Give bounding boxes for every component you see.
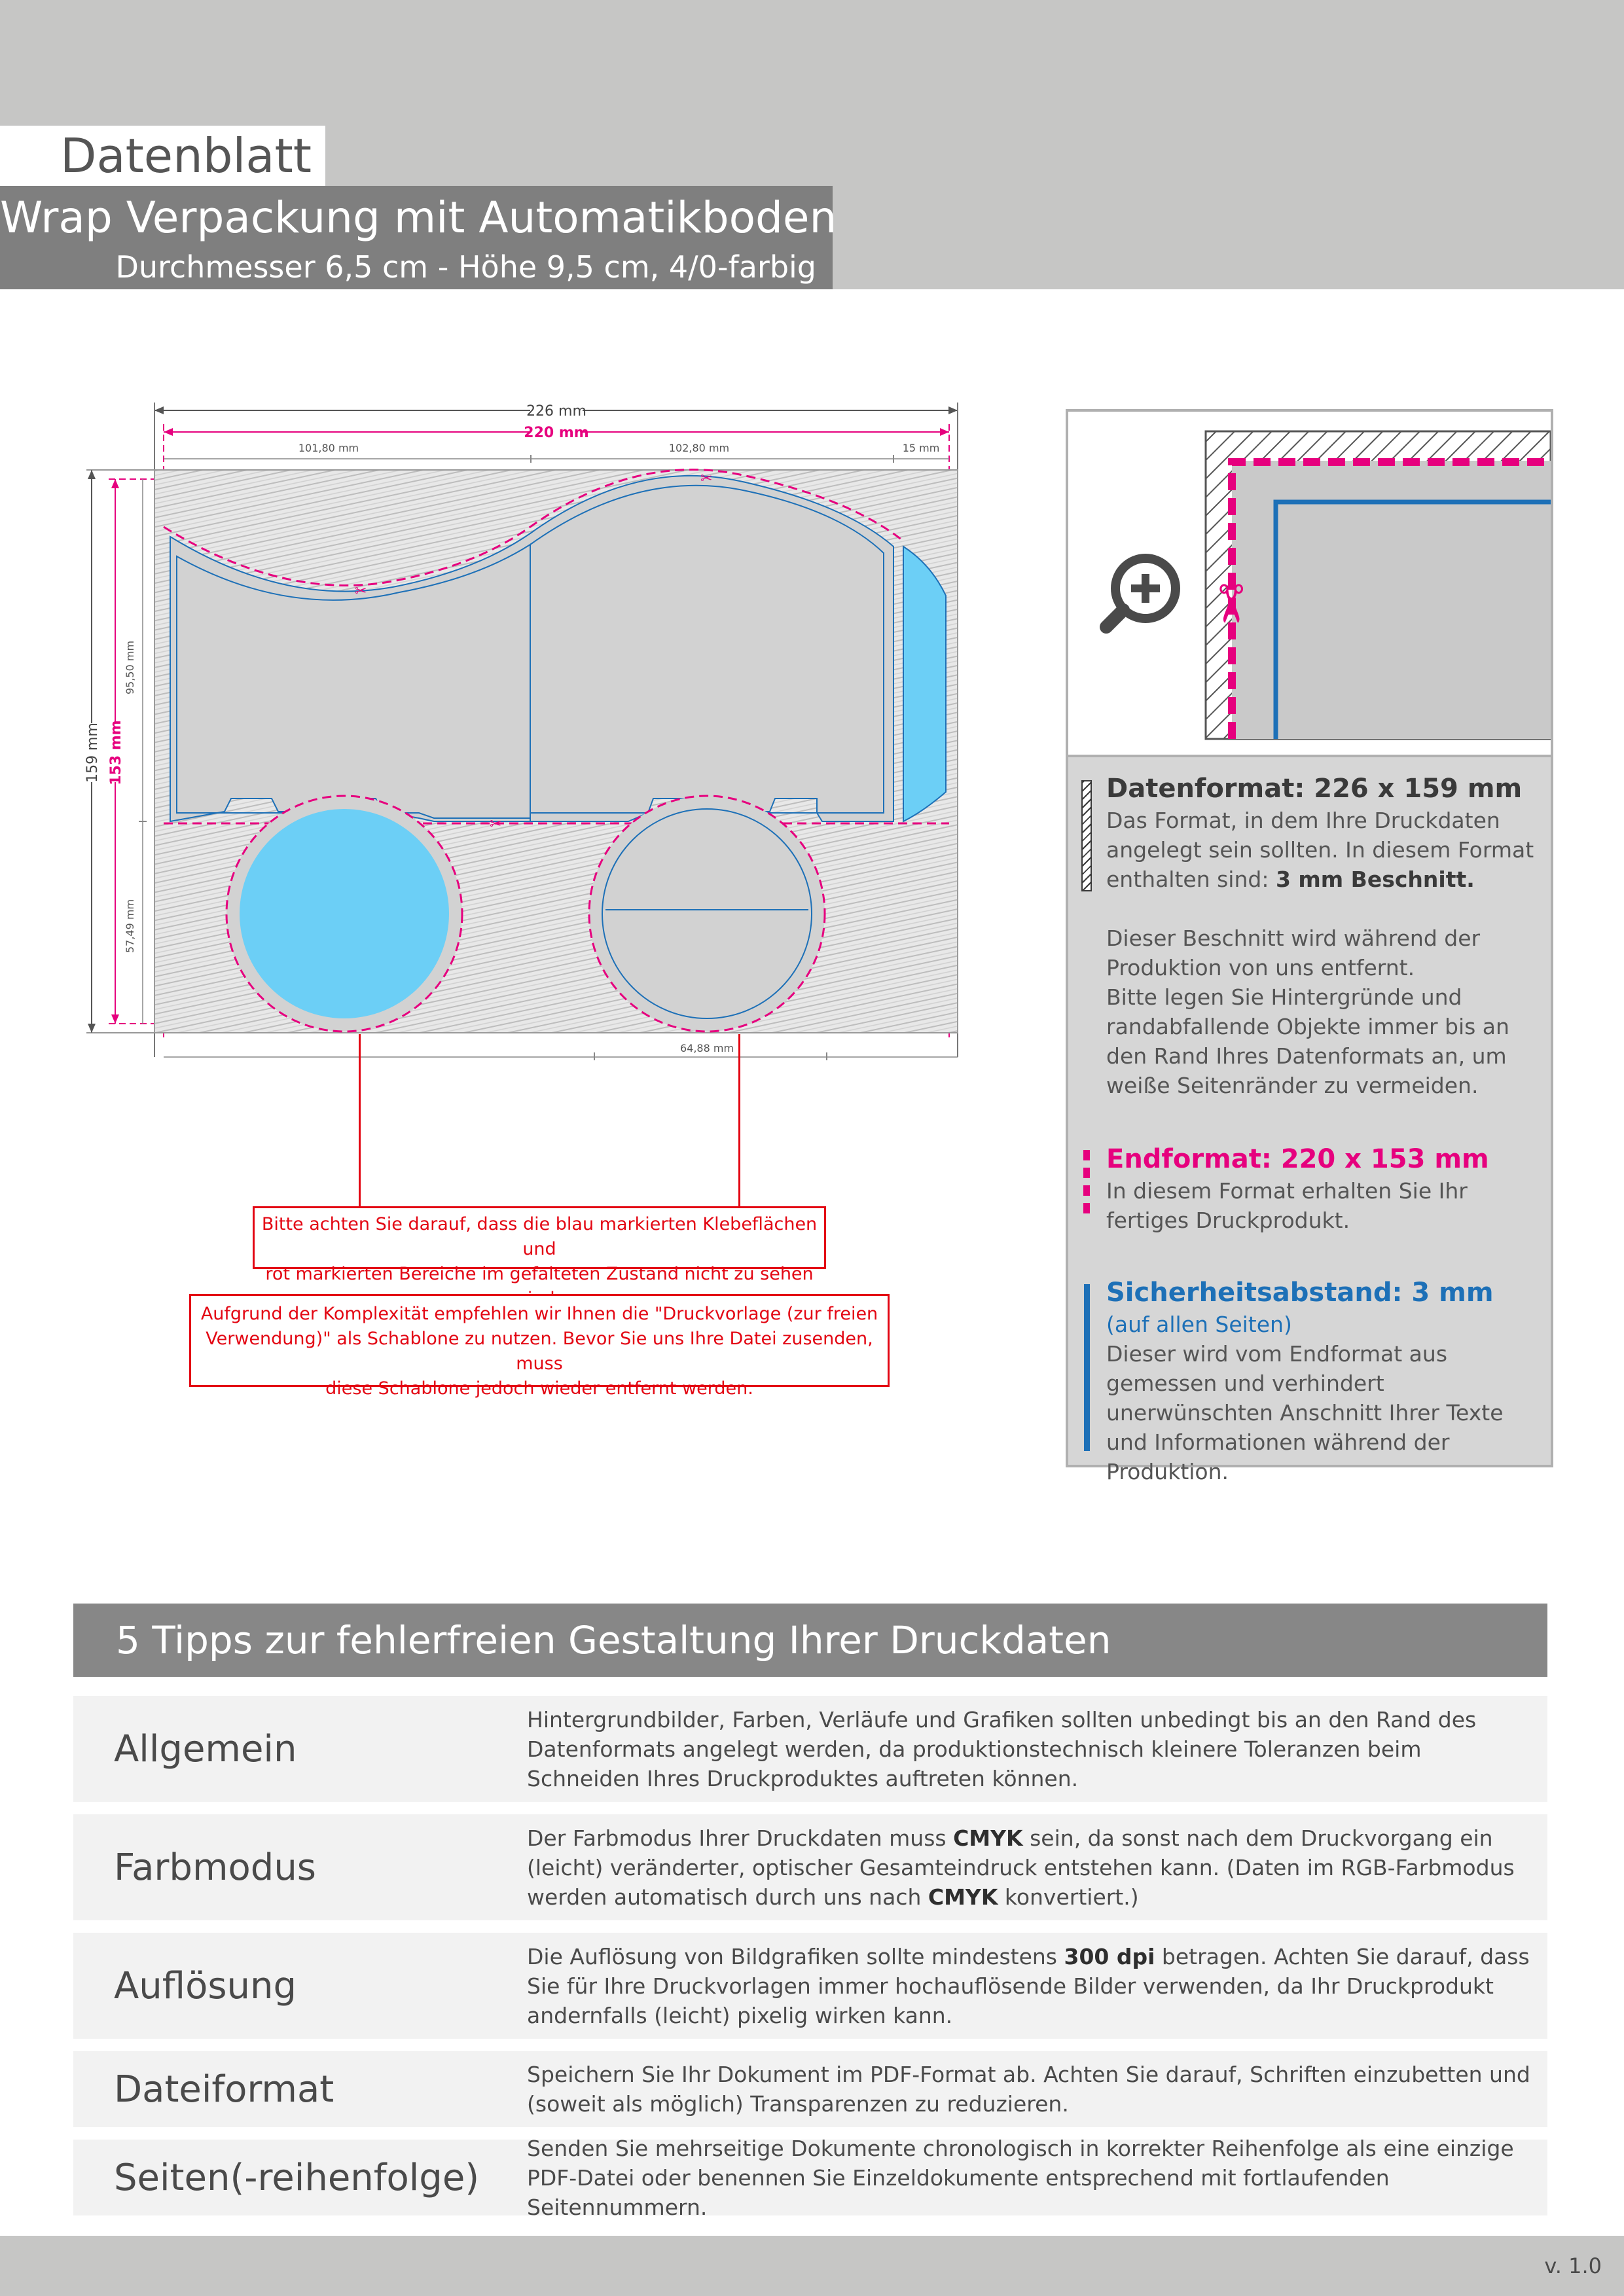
glue-flap [903,547,946,821]
dim-final-height: 153 mm [108,720,124,785]
dim-mid-panel: 102,80 mm [668,442,730,454]
tip-row-farbmodus [73,1814,1547,1920]
zoom-in-icon [1106,558,1176,627]
footer-band [0,2236,1624,2296]
zoom-detail [1068,412,1551,757]
dim-glue-flap: 15 mm [902,442,940,454]
sicherheit-text: Dieser wird vom Endformat aus gemessen und verhindert unerwünschten Anschnitt Ihrer Texte und Informationen während der Produktion. [1106,1341,1504,1484]
tips-title: 5 Tipps zur fehlerfreien Gestaltung Ihrer Druckdaten [73,1604,1547,1677]
sicherheit-heading: Sicherheitsabstand: 3 mm [1106,1278,1494,1308]
dim-final-width: 220 mm [524,425,589,441]
tip-label-seiten: Seiten(-reihenfolge) [114,2156,480,2199]
header-title-block [0,186,837,289]
sicherheit-subheading: (auf allen Seiten) [1106,1312,1292,1337]
dim-upper-height: 95,50 mm [124,640,136,695]
template-note-line-1: Aufgrund der Komplexität empfehlen wir Ihnen die "Druckvorlage (zur freien [200,1304,878,1324]
tip-row-seiten [73,2135,1547,2220]
note-connector-right [738,1034,740,1206]
tip-label-farbmodus: Farbmodus [114,1846,316,1889]
bleed-marker [1081,780,1092,891]
note-connector-left [359,1034,361,1206]
dim-lower-height: 57,49 mm [124,899,136,954]
endformat-marker [1083,1150,1090,1214]
beschnitt-text: Dieser Beschnitt wird während der Produktion von uns entfernt. [1106,925,1481,980]
template-drawing [72,393,1001,1063]
page-title: Wrap Verpackung mit Automatikboden [0,192,837,243]
template-note-line-3: diese Schablone jedoch wieder entfernt werden. [325,1378,753,1399]
scissors-icon: ✂ [355,583,367,600]
datenformat-text: Das Format, in dem Ihre Druckdaten angelegt sein sollten. In diesem Format enthalten sind: 3 mm Beschnitt. [1106,808,1534,892]
sicherheit-block [1106,1276,1538,1486]
dim-left-panel: 101,80 mm [298,442,359,454]
tip-row-dateiformat [73,2051,1547,2127]
document-type-label: Datenblatt [0,126,325,186]
template-note-line-2: Verwendung)" als Schablone zu nutzen. Bevor Sie uns Ihre Datei zusenden, muss [206,1329,873,1374]
tip-label-allgemein: Allgemein [114,1727,297,1770]
tip-text-aufloesung: Die Auflösung von Bildgrafiken sollte mindestens 300 dpi betragen. Achten Sie darauf, dass Sie für Ihre Druckvorlagen immer hochauflösende Bilder verwenden, da Ihr Druckprodukt andernfalls (leicht) pixelig wirken kann. [527,1943,1530,2028]
dim-total-width: 226 mm [526,403,586,420]
tip-text-dateiformat: Speichern Sie Ihr Dokument im PDF-Format ab. Achten Sie darauf, Schriften einzubetten und (soweit als möglich) Transparenzen zu reduzieren. [527,2062,1530,2117]
template-note [189,1294,890,1399]
datenformat-block [1106,772,1538,1100]
scissors-icon: ✂ [490,816,502,833]
tip-text-allgemein: Hintergrundbilder, Farben, Verläufe und Grafiken sollten unbedingt bis an den Rand des Datenformats angelegt werden, da produktionstechnisch kleinere Toleranzen beim Schneiden Ihres Druckproduktes auftreten können. [527,1706,1477,1791]
scissors-icon: ✂ [700,471,713,487]
tip-label-aufloesung: Auflösung [114,1964,297,2007]
scissors-icon: ✂ [1200,582,1261,626]
tip-text-seiten: Senden Sie mehrseitige Dokumente chronologisch in korrekter Reihenfolge als eine einzige PDF-Datei oder benennen Sie Einzeldokumente entsprechend mit fortlaufenden Seitennummern. [527,2135,1514,2220]
tip-row-aufloesung [73,1933,1547,2039]
bottom-circle-right-cut [589,796,825,1031]
tip-label-dateiformat: Dateiformat [114,2068,334,2111]
format-info-panel [1066,409,1553,1484]
endformat-block [1106,1142,1538,1235]
bottom-circle-glue [240,809,449,1018]
datenformat-heading: Datenformat: 226 x 159 mm [1106,774,1523,804]
dim-total-height: 159 mm [84,723,101,783]
hintergrund-text: Bitte legen Sie Hintergründe und randabfallende Objekte immer bis an den Rand Ihres Datenformats an, um weiße Seitenränder zu vermeiden. [1106,984,1509,1098]
glue-area-note [253,1206,826,1284]
tip-row-allgemein [73,1696,1547,1802]
glue-note-line-2: rot markierten Bereiche im gefalteten Zustand nicht zu sehen [265,1264,814,1284]
page-subtitle: Durchmesser 6,5 cm - Höhe 9,5 cm, 4/0-farbig [115,249,816,285]
dim-circle: 64,88 mm [679,1042,734,1054]
version-label: v. 1.0 [1544,2253,1602,2278]
endformat-heading: Endformat: 220 x 153 mm [1106,1144,1489,1174]
tip-text-farbmodus: Der Farbmodus Ihrer Druckdaten muss CMYK sein, da sonst nach dem Druckvorgang ein (leicht) veränderter, optischer Gesamteindruck entstehen kann. (Daten im RGB-Farbmodus werden automatisch durch uns nach CMYK konvertiert.) [527,1825,1515,1910]
sicherheit-marker [1084,1284,1090,1451]
glue-note-line-1: Bitte achten Sie darauf, dass die blau markierten Klebeflächen und [261,1214,818,1259]
endformat-text: In diesem Format erhalten Sie Ihr fertiges Druckprodukt. [1106,1178,1468,1233]
